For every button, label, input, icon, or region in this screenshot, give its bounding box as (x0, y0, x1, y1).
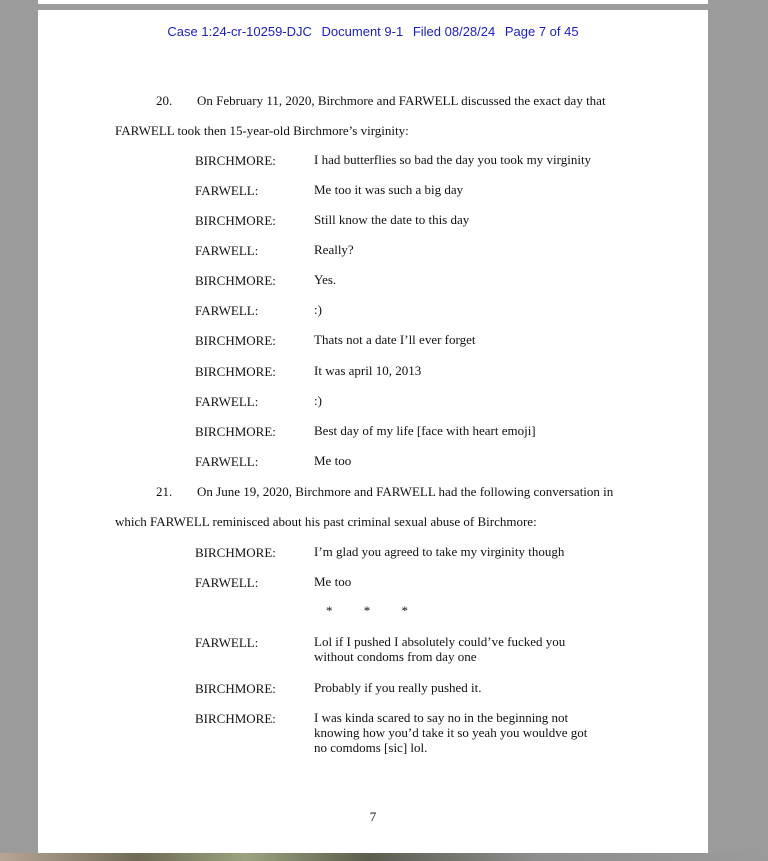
speaker-label: BIRCHMORE: (195, 213, 276, 228)
paragraph-number: 21. (156, 484, 173, 499)
document-number: Document 9-1 (321, 24, 404, 39)
page-number-footer: 7 (369, 809, 377, 824)
ecf-header (38, 24, 708, 39)
speaker-label: BIRCHMORE: (195, 424, 276, 439)
message-text: It was april 10, 2013 (314, 363, 422, 378)
speaker-label: FARWELL: (195, 635, 259, 650)
speaker-label: FARWELL: (195, 183, 259, 198)
speaker-label: BIRCHMORE: (195, 153, 276, 168)
speaker-label: FARWELL: (195, 454, 259, 469)
speaker-label: BIRCHMORE: (195, 681, 276, 696)
message-text: Me too (314, 574, 352, 589)
message-text: Thats not a date I’ll ever forget (314, 332, 476, 347)
paragraph-text-line: which FARWELL reminisced about his past criminal sexual abuse of Birchmore: (115, 514, 537, 529)
ellipsis-marker: * * * (326, 603, 408, 618)
message-text: :) (314, 302, 322, 317)
speaker-label: BIRCHMORE: (195, 711, 276, 726)
message-text: Me too it was such a big day (314, 182, 464, 197)
paragraph-number: 20. (156, 93, 173, 108)
speaker-label: BIRCHMORE: (195, 545, 276, 560)
message-text: :) (314, 393, 322, 408)
message-text: I had butterflies so bad the day you took my virginity (314, 152, 592, 167)
message-text: Really? (314, 242, 354, 257)
filed-date: Filed 08/28/24 (412, 24, 496, 39)
message-text: Yes. (314, 272, 337, 287)
paragraph-text-line: On February 11, 2020, Birchmore and FARWELL discussed the exact day that (197, 93, 606, 108)
speaker-label: BIRCHMORE: (195, 333, 276, 348)
document-page (38, 10, 708, 861)
case-number: Case 1:24-cr-10259-DJC (167, 24, 312, 39)
message-text: Probably if you really pushed it. (314, 680, 482, 695)
message-text: Still know the date to this day (314, 212, 470, 227)
message-text: Lol if I pushed I absolutely could’ve fucked you without condoms from day one (314, 634, 566, 664)
speaker-label: FARWELL: (195, 243, 259, 258)
message-text: I’m glad you agreed to take my virginity though (314, 544, 565, 559)
speaker-label: FARWELL: (195, 575, 259, 590)
speaker-label: BIRCHMORE: (195, 364, 276, 379)
speaker-label: FARWELL: (195, 394, 259, 409)
message-text: Best day of my life [face with heart emoji] (314, 423, 536, 438)
message-text: I was kinda scared to say no in the beginning not knowing how you’d take it so yeah you wouldve got no comdoms [sic] lol. (314, 710, 588, 755)
previous-page-edge (38, 0, 708, 4)
paragraph-text-line: On June 19, 2020, Birchmore and FARWELL had the following conversation in (197, 484, 614, 499)
page-indicator: Page 7 of 45 (504, 24, 579, 39)
background-photo-edge (0, 853, 768, 861)
paragraph-text-line: FARWELL took then 15-year-old Birchmore’s virginity: (115, 123, 409, 138)
speaker-label: FARWELL: (195, 303, 259, 318)
message-text: Me too (314, 453, 352, 468)
speaker-label: BIRCHMORE: (195, 273, 276, 288)
